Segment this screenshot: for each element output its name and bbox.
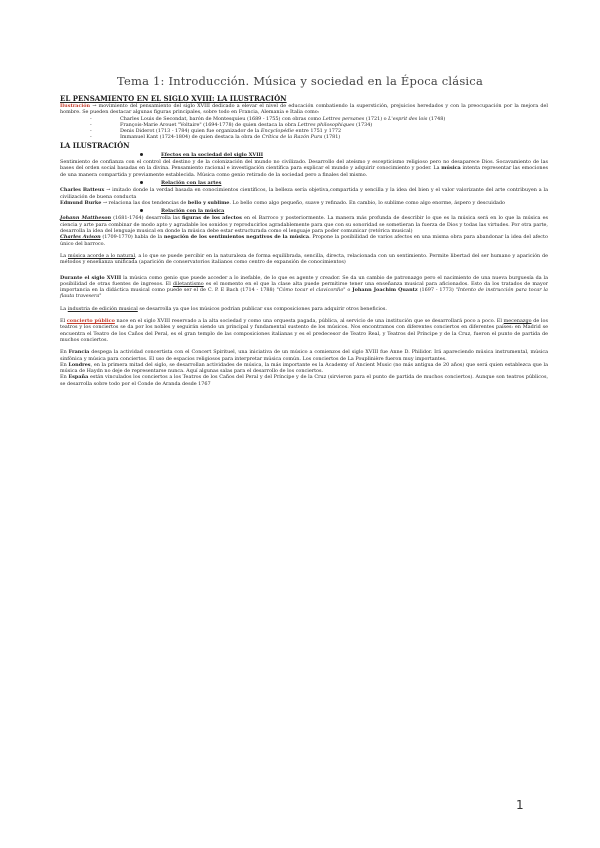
xviii-paragraph: Durante el siglo XVIII la música como genio que puede acceder a lo inefable, de lo que es agente y creador. Se da un cambio de patronazgo pero el nacimiento de una nueva burguesía da la posibilidad de otras fuentes de ingresos. El diletantismo es el momento en el que la clase alta puede permitirse tener una enseñanza musical para aficionados. Esto da los tratados de mayor importancia en la didáctica musical como puede ser el de C. P. E Bach (1714 - 1788) "Cómo tocar el clavicordio" o Johann Joachim Quantz (1697 - 1773) "Intento de instrucción para tocar la flauta travesera" — [60, 274, 549, 300]
bullet-icon — [140, 153, 143, 156]
figures-list — [60, 116, 548, 141]
ilustracion-term: Ilustración — [60, 103, 91, 109]
francia-paragraph: En Francia despega la actividad concertista con el Concert Spirituel, una iniciativa de un músico a comienzos del siglo XVIII fue Anne D. Philidor. Irá apareciendo música instrumental, música sinfónica y música para conciertos. El uso de espacios religiosos para interpretar música común. Los conciertos de La Pouplinière fueron muy importantes. — [60, 349, 548, 362]
batteux-paragraph: Charles Batteux → imitado donde la verdad basada en conocimientos científicos, la belleza sería objetiva,compartida y sencilla y la idea del bien y el valor valorizante del arte contribuyen a la civilización de buena conducta — [60, 187, 549, 200]
burke-paragraph: Edmund Burke → relaciona las dos tendencias de bello y sublime. Lo bello como algo pequeño, suave y refinado. En cambio, lo sublime como algo enorme, áspero y descuidado — [60, 199, 505, 206]
list-item: - Charles Louis de Secondat, barón de Montesquieu (1689 - 1755) con obras como Lettres persanes (1721) o L'esprit des lois (1748) — [90, 116, 548, 122]
concierto-paragraph: El concierto público nace en el siglo XVIII reservado a la alta sociedad y como una orquesta pagada, pública, al servicio de una institución que se desarrollará poco a poco. El mecenazgo de los teatros y los conciertos se da por los nobles y seguirán siendo un principal y fundamental sustento de los músicos. Nos encontramos con diferentes conciertos en diferentes países: en Madrid se encuentra el Teatro de los Caños del Peral, es el gran templo de las composiciones italianas y es el predecesor de Teatro Real, y Teatros del Príncipe y de la Cruz, fueron el punto de partida de muchos conciertos. — [60, 318, 548, 343]
list-item: - François-Marie Arouet "Voltaire" (1694-1778) de quien destaca la obra Lettres philosophiques (1734) — [90, 122, 548, 128]
bullet-musica: Relación con la música — [60, 208, 548, 214]
efectos-paragraph: Sentimiento de confianza con el control del destino y de la colonización del mundo no civilizado. Desarrollo del ateísmo y escepticismo religioso pero no desaparece Dios. Socavamiento de las bases del orden social basadas en la divina. Pensamiento racional e investigación científica para explicar el mundo y adquirir conocimiento y poder. La música intenta representar las emociones de una manera compartida y previamente establecida. Música como genio retirado de la sociedad pero a finales del mismo. — [60, 159, 548, 178]
page-number: 1 — [516, 798, 524, 812]
list-item: - Denis Diderot (1713 - 1784) quien fue organizador de la Encyclopédie entre 1751 y 1772 — [90, 128, 548, 134]
londres-paragraph: En Londres, en la primera mitad del siglo, se desarrollan actividades de música, la más importante es la Academy of Ancient Music (no más antigua de 20 años) que será quien establezca que la música de Haydn no deje de representarse nunca. Aquí algunas salas para el desarrollo de los conciertos. — [60, 361, 548, 375]
bullet-efectos: Efectos en la sociedad del siglo XVIII — [60, 152, 548, 158]
document-body — [60, 94, 548, 387]
avison-paragraph: Charles Avison (1709-1770) habla de la negación de los sentimientos negativos de la música. Propone la posibilidad de varios afectos en una misma obra para abandonar la idea del afecto único del barroco. — [60, 234, 548, 247]
heading-ilustracion: LA ILUSTRACIÓN — [60, 140, 130, 150]
natural-paragraph: La música acorde a lo natural, a lo que se puede percibir en la naturaleza de forma equilibrada, sencilla, directa, relacionada con un sentimiento. Permite libertad del ser humano y aparición de métodos y enseñanza unificada (aparición de conservatorios italianos como centro de expansión de conocimientos) — [60, 252, 548, 266]
page-title: Tema 1: Introducción. Música y sociedad en la Época clásica — [117, 74, 483, 88]
heading-pensamiento: EL PENSAMIENTO EN EL SIGLO XVIII: LA ILUSTRACIÓN — [60, 94, 287, 103]
bullet-icon — [140, 181, 143, 184]
bullet-artes: Relación con las artes — [60, 180, 548, 186]
mattheson-paragraph: Johann Mattheson (1681-1764) desarrolla las figuras de los afectos en el Barroco y posteriormente. La manera más profunda de describir lo que es la música será en lo que la música es ciencia y arte para combinar de modo apto y agradable los sonidos y reproducirlos agradablemente para que con su sonoridad se sometieran la fuerza de Dios y todas las virtudes. Por otra parte, desarrolla la idea del lenguaje musical en donde la música debe estar estructurada como el lenguaje para poder comunicar (retórica musical) — [60, 215, 548, 235]
list-item: - Immanuel Kant (1724-1804) de quien destaca la obra de Crítica de la Razón Pura (1781) — [90, 134, 548, 140]
ilustracion-paragraph: Ilustración → movimiento del pensamiento del siglo XVIII dedicado a elevar el nivel de educación combatiendo la superstición, prejuicios heredados y con la preocupación por la mejora del hombre. Se pueden destacar algunas figuras principales, sobre todo en Francia, Alemania e Italia como: — [60, 103, 548, 116]
bullet-icon — [140, 209, 143, 212]
espana-paragraph: En España están vinculados los conciertos a los Teatros de los Caños del Peral y del Príncipe y de la Cruz (sirvieron para el punto de partida de muchos conciertos). Aunque son teatros públicos, se desarrolla sobre todo por el Conde de Aranda desde 1767 — [60, 374, 549, 387]
edicion-paragraph: La industria de edición musical se desarrolla ya que los músicos podrían publicar sus composiciones para adquirir otros beneficios. — [60, 305, 387, 312]
